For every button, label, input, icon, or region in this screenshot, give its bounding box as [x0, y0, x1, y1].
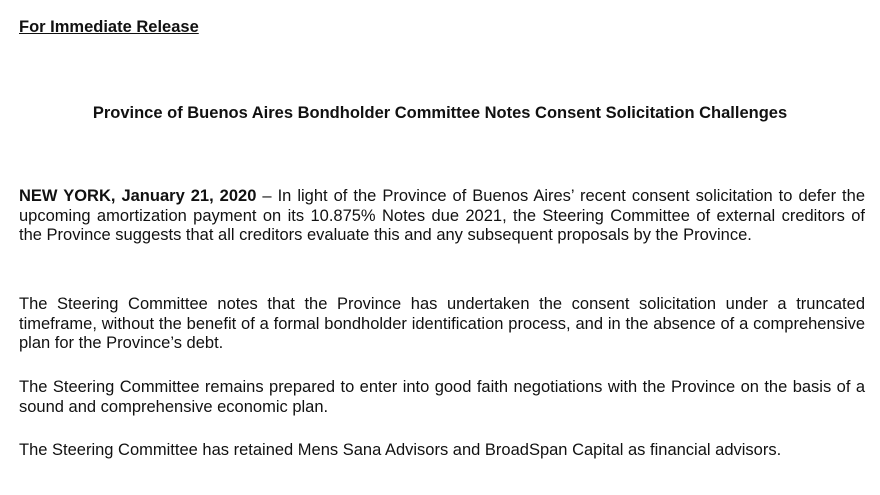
paragraph-negotiations: The Steering Committee remains prepared to enter into good faith negotiations with the Province on the basis of a sound and comprehensive economic plan.	[19, 378, 865, 416]
paragraph-consent-notes: The Steering Committee notes that the Province has undertaken the consent solicitation under a truncated timeframe, without the benefit of a formal bondholder identification process, and in the absence of a comprehensive plan for the Province’s debt.	[19, 295, 865, 352]
paragraph-advisors: The Steering Committee has retained Mens Sana Advisors and BroadSpan Capital as financial advisors.	[19, 441, 782, 459]
dateline: NEW YORK, January 21, 2020	[19, 187, 257, 205]
release-label: For Immediate Release	[19, 18, 199, 36]
paragraph-intro	[19, 187, 865, 246]
press-release-title: Province of Buenos Aires Bondholder Committee Notes Consent Solicitation Challenges	[92, 104, 788, 122]
paragraph-intro-body: – In light of the Province of Buenos Aires’ recent consent solicitation to defer the upcoming amortization payment on its 10.875% Notes due 2021, the Steering Committee of external creditors of the Province suggests that all creditors evaluate this and any subsequent proposals by the Province.	[19, 187, 865, 244]
